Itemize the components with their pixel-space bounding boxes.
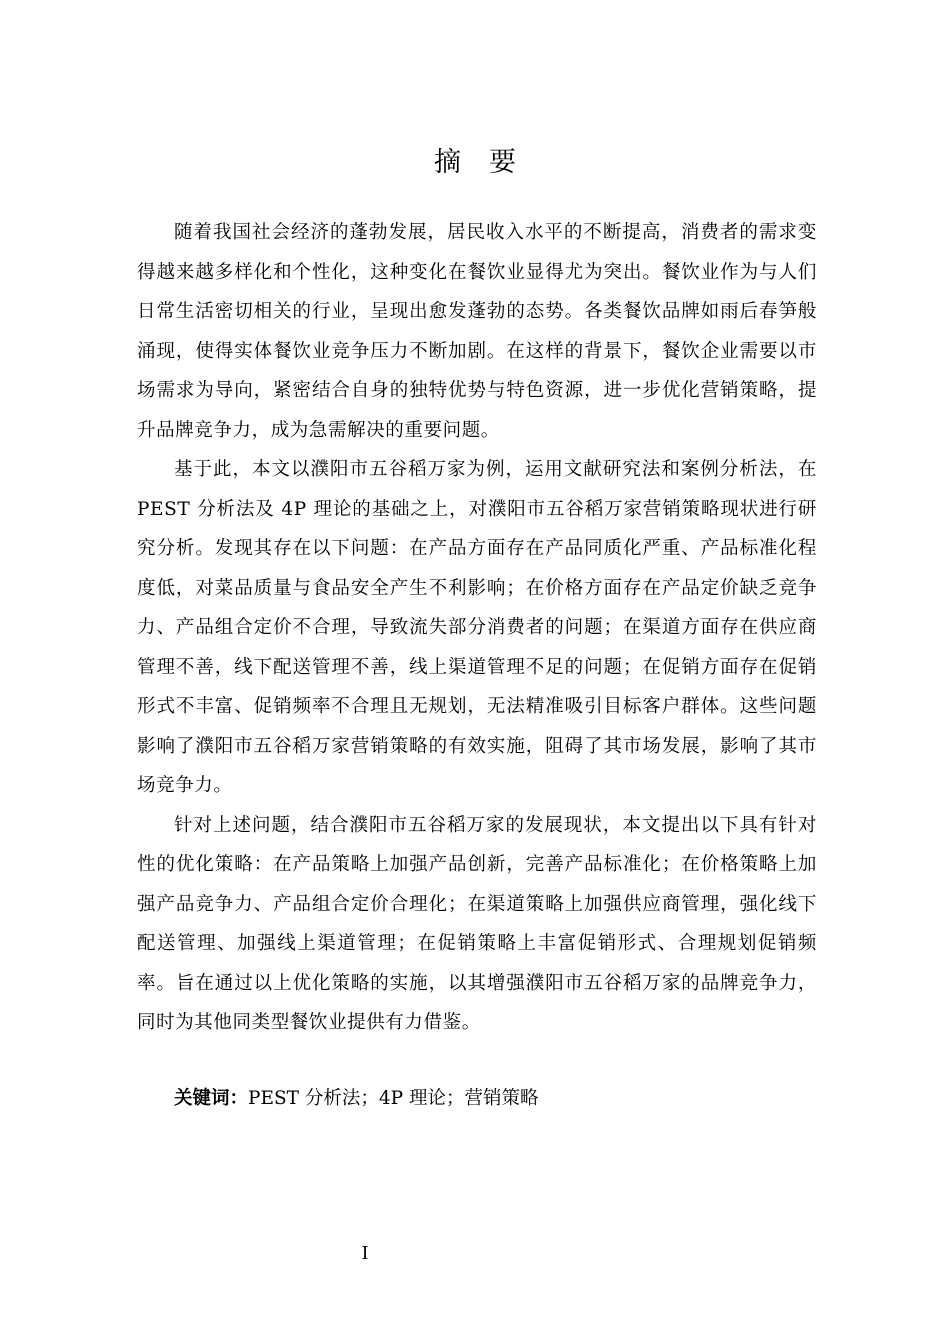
abstract-paragraph-1: 随着我国社会经济的蓬勃发展，居民收入水平的不断提高，消费者的需求变得越来越多样化和个性化，这种变化在餐饮业显得尤为突出。餐饮业作为与人们日常生活密切相关的行业，呈现出愈发蓬勃的态势。各类餐饮品牌如雨后春笋般涌现，使得实体餐饮业竞争压力不断加剧。在这样的背景下，餐饮企业需要以市场需求为导向，紧密结合自身的独特优势与特色资源，进一步优化营销策略，提升品牌竞争力，成为急需解决的重要问题。 <box>137 222 817 441</box>
page-number: I <box>361 1243 369 1264</box>
keywords-label: 关键词： <box>174 1088 249 1109</box>
page-title: 摘要 <box>434 147 544 178</box>
abstract-paragraph-2: 基于此，本文以濮阳市五谷稻万家为例，运用文献研究法和案例分析法，在PEST 分析法及 4P 理论的基础之上，对濮阳市五谷稻万家营销策略现状进行研究分析。发现其存在以下问题：在产品方面存在产品同质化严重、产品标准化程度低，对菜品质量与食品安全产生不利影响；在价格方面存在产品定价缺乏竞争力、产品组合定价不合理，导致流失部分消费者的问题；在渠道方面存在供应商管理不善，线下配送管理不善，线上渠道管理不足的问题；在促销方面存在促销形式不丰富、促销频率不合理且无规划，无法精准吸引目标客户群体。这些问题影响了濮阳市五谷稻万家营销策略的有效实施，阻碍了其市场发展，影响了其市场竞争力。 <box>137 459 817 796</box>
abstract-body <box>137 213 817 1043</box>
keywords-line <box>174 1081 538 1117</box>
keywords-value: PEST 分析法；4P 理论；营销策略 <box>248 1088 539 1109</box>
abstract-paragraph-3: 针对上述问题，结合濮阳市五谷稻万家的发展现状，本文提出以下具有针对性的优化策略：在产品策略上加强产品创新，完善产品标准化；在价格策略上加强产品竞争力、产品组合定价合理化；在渠道策略上加强供应商管理，强化线下配送管理、加强线上渠道管理；在促销策略上丰富促销形式、合理规划促销频率。旨在通过以上优化策略的实施，以其增强濮阳市五谷稻万家的品牌竞争力，同时为其他同类型餐饮业提供有力借鉴。 <box>137 814 817 1033</box>
